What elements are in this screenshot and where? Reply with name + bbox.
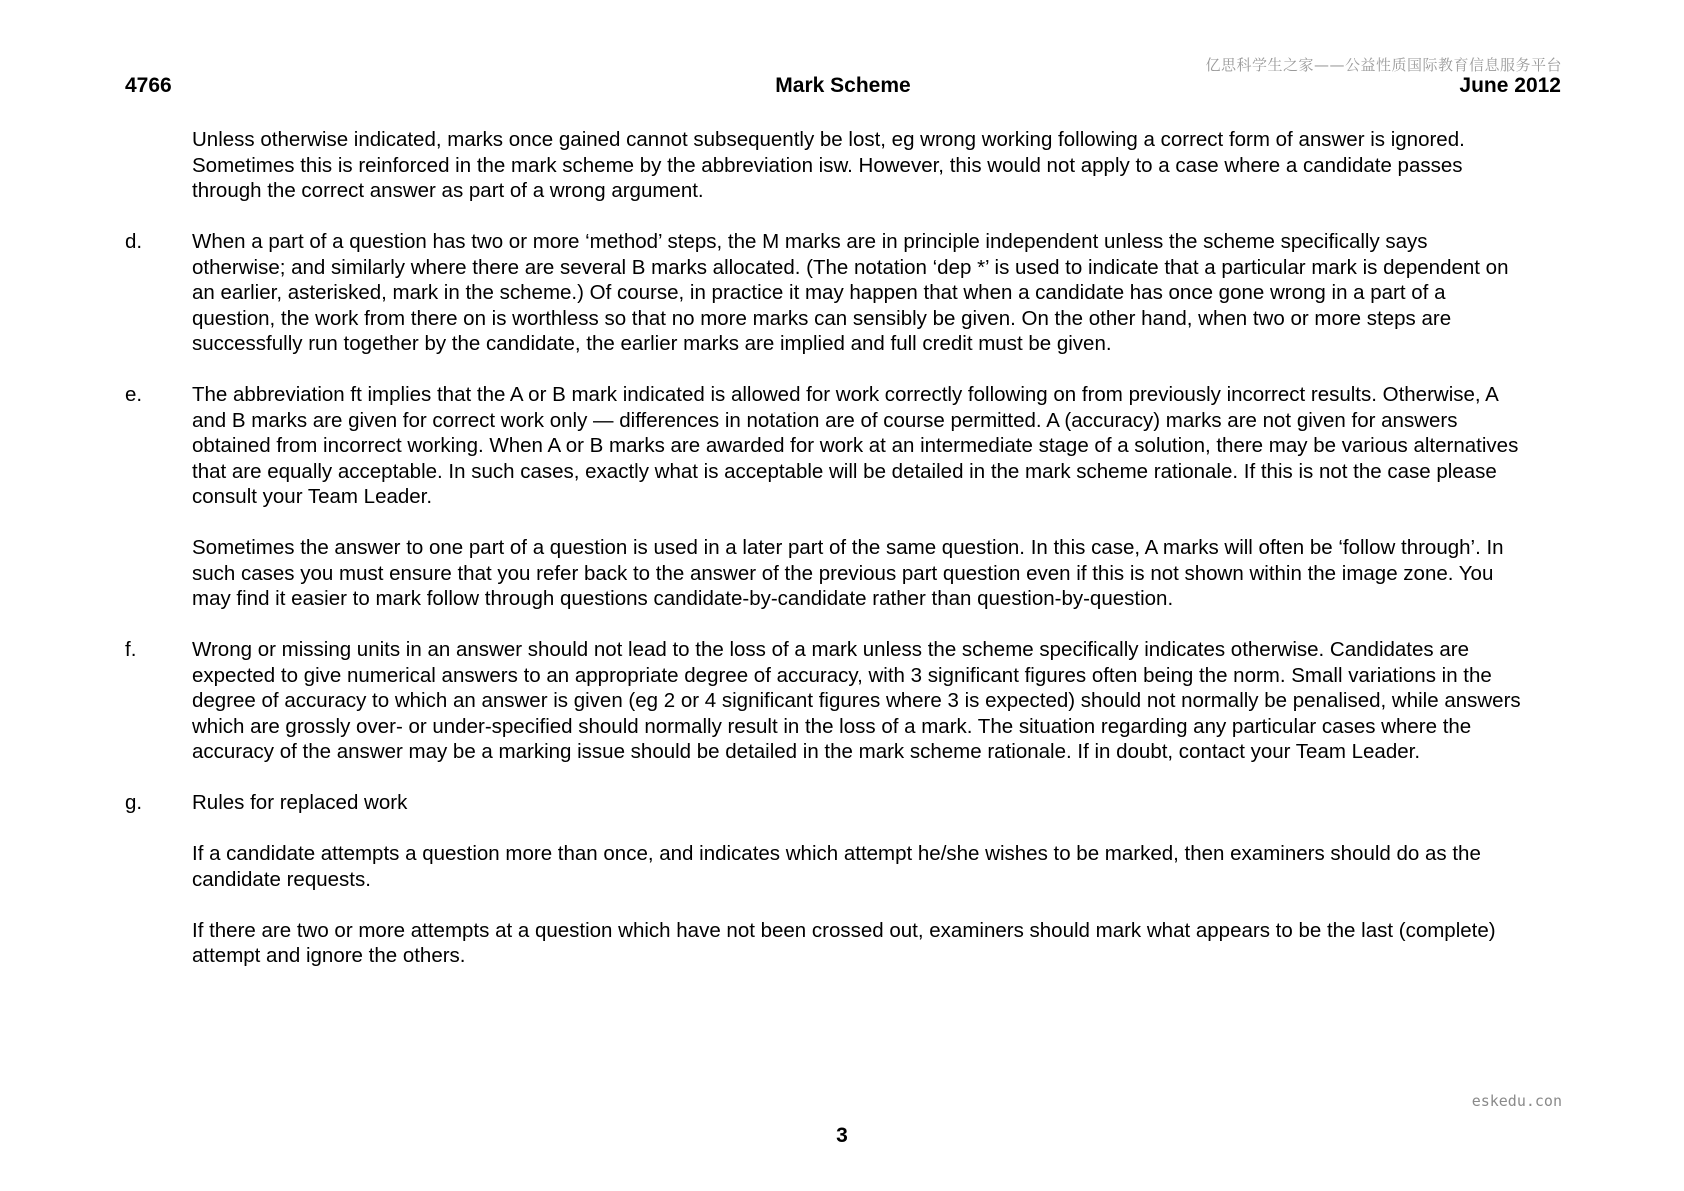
page-number: 3 (836, 1124, 848, 1147)
section-f (125, 637, 1525, 765)
paragraph: Sometimes the answer to one part of a question is used in a later part of the same question. In this case, A marks will often be ‘follow through’. In such cases you must ensure that you refer back to the answer of the previous part question even if this is not shown within the image zone. You may find it easier to mark follow through questions candidate-by-candidate rather than question-by-question. (192, 536, 1504, 610)
section-body (192, 790, 1525, 969)
section-body (192, 229, 1525, 357)
paragraph: Rules for replaced work (192, 791, 408, 814)
watermark-bottom: eskedu.con (1471, 1092, 1562, 1110)
section-label (125, 127, 192, 204)
paragraph: If a candidate attempts a question more than once, and indicates which attempt he/she wishes to be marked, then examiners should do as the candidate requests. (192, 842, 1481, 891)
page-header (125, 74, 1561, 100)
section-g (125, 790, 1525, 969)
exam-date: June 2012 (1459, 74, 1561, 97)
section-label: g. (125, 791, 143, 814)
watermark-top: 亿思科学生之家——公益性质国际教育信息服务平台 (1205, 56, 1562, 74)
paragraph: When a part of a question has two or more ‘method’ steps, the M marks are in principle independent unless the scheme specifically says otherwise; and similarly where there are several B marks allocated. (The notation ‘dep *’ is used to indicate that a particular mark is dependent on an earlier, asterisked, mark in the scheme.) Of course, in practice it may happen that when a candidate has once gone wrong in a part of a question, the work from there on is worthless so that no more marks can sensibly be given. On the other hand, when two or more steps are successfully run together by the candidate, the earlier marks are implied and full credit must be given. (192, 230, 1509, 355)
paragraph: Unless otherwise indicated, marks once gained cannot subsequently be lost, eg wrong working following a correct form of answer is ignored. Sometimes this is reinforced in the mark scheme by the abbreviation isw. However, this would not apply to a case where a candidate passes through the correct answer as part of a wrong argument. (192, 128, 1465, 202)
paragraph: Wrong or missing units in an answer should not lead to the loss of a mark unless the scheme specifically indicates otherwise. Candidates are expected to give numerical answers to an appropriate degree of accuracy, with 3 significant figures often being the norm. Small variations in the degree of accuracy to which an answer is given (eg 2 or 4 significant figures where 3 is expected) should not normally be penalised, while answers which are grossly over- or under-specified should normally result in the loss of a mark. The situation regarding any particular cases where the accuracy of the answer may be a marking issue should be detailed in the mark scheme rationale. If in doubt, contact your Team Leader. (192, 638, 1521, 763)
section-label: f. (125, 638, 137, 661)
paragraph: If there are two or more attempts at a question which have not been crossed out, examiners should mark what appears to be the last (complete) attempt and ignore the others. (192, 918, 1496, 967)
section-e (125, 382, 1525, 612)
section-body (192, 382, 1525, 612)
document-title: Mark Scheme (775, 74, 911, 97)
paper-code: 4766 (125, 74, 172, 97)
section-body (192, 127, 1525, 204)
section-body (192, 637, 1525, 765)
section-label: d. (125, 230, 143, 253)
section-c-continued (125, 127, 1525, 204)
document-body (125, 127, 1525, 994)
section-d (125, 229, 1525, 357)
section-label: e. (125, 383, 143, 406)
paragraph: The abbreviation ft implies that the A or B mark indicated is allowed for work correctly following on from previously incorrect results. Otherwise, A and B marks are given for correct work only — differences in notation are of course permitted. A (accuracy) marks are not given for answers obtained from incorrect working. When A or B marks are awarded for work at an intermediate stage of a solution, there may be various alternatives that are equally acceptable. In such cases, exactly what is acceptable will be detailed in the mark scheme rationale. If this is not the case please consult your Team Leader. (192, 383, 1519, 508)
